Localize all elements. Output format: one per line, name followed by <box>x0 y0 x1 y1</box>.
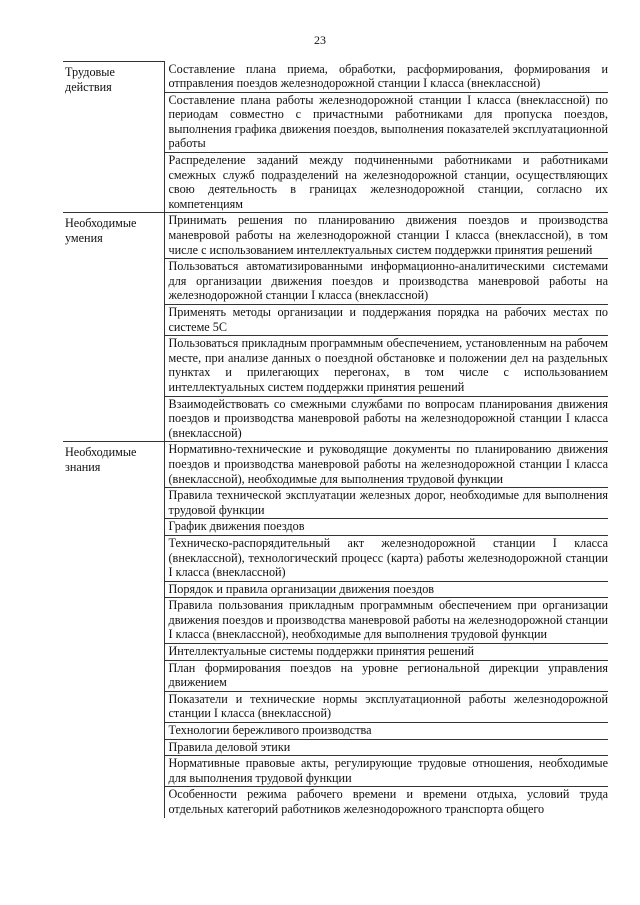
page-number: 23 <box>314 33 326 47</box>
requirement-text: Интеллектуальные системы поддержки принятия решений <box>164 644 608 661</box>
requirement-text: Взаимодействовать со смежными службами по вопросам планирования движения поездов и производства маневровой работы на железнодорожной станции I класса (внеклассной) <box>164 396 608 442</box>
requirement-text: План формирования поездов на уровне региональной дирекции управления движением <box>164 660 608 691</box>
requirement-text: Показатели и технические нормы эксплуатационной работы железнодорожной станции I класса (внеклассной) <box>164 691 608 722</box>
requirement-text: Особенности режима рабочего времени и времени отдыха, условий труда отдельных категорий работников железнодорожного транспорта общего <box>168 787 608 816</box>
table-row <box>63 62 608 93</box>
labor-functions-table <box>63 61 608 818</box>
requirement-text: Применять методы организации и поддержания порядка на рабочих местах по системе 5С <box>164 305 608 336</box>
requirement-text: Техническо-распорядительный акт железнодорожной станции I класса (внеклассной), технологический процесс (карта) работы железнодорожной станции I класса (внеклассной) <box>164 535 608 581</box>
requirement-text: Пользоваться автоматизированными информационно-аналитическими системами для организации движения поездов и производства маневровой работы на железнодорожной станции I класса (внеклассной) <box>164 259 608 305</box>
requirement-text: Правила пользования прикладным программным обеспечением при организации движения поездов и производства маневровой работы на железнодорожной станции I класса (внеклассной), необходимые для выполнения трудовой функции <box>164 598 608 644</box>
requirement-text: Принимать решения по планированию движения поездов и производства маневровой работы на железнодорожной станции I класса (внеклассной), в том числе с использованием интеллектуальных систем поддержки принятия решений <box>164 213 608 259</box>
requirement-text: Распределение заданий между подчиненными работниками и работниками смежных служб подразделений на железнодорожной станции, осуществляющих свою деятельность в границах железнодорожной станции, согласно их компетенциям <box>164 153 608 213</box>
requirement-text: Правила технической эксплуатации железных дорог, необходимые для выполнения трудовой функции <box>164 488 608 519</box>
requirement-text: Нормативные правовые акты, регулирующие трудовые отношения, необходимые для выполнения трудовой функции <box>164 756 608 787</box>
requirement-text: Составление плана приема, обработки, расформирования, формирования и отправления поездов железнодорожной станции I класса (внеклассной) <box>164 62 608 93</box>
row-group-label: Трудовые действия <box>63 62 164 213</box>
requirement-text: Составление плана работы железнодорожной станции I класса (внеклассной) по периодам совместно с причастными работниками для пропуска поездов, выполнения графика движения поездов, выполнения показателей эксплуатационной работы <box>164 92 608 152</box>
requirement-text: Нормативно-технические и руководящие документы по планированию движения поездов и производства маневровой работы на железнодорожной станции I класса (внеклассной), необходимые для выполнения трудовой функции <box>164 442 608 488</box>
row-group-label: Необходимые знания <box>63 442 164 818</box>
table-row <box>63 442 608 488</box>
row-group-label: Необходимые умения <box>63 213 164 442</box>
requirement-text: Правила деловой этики <box>164 739 608 756</box>
requirement-text: График движения поездов <box>164 519 608 536</box>
requirement-text: Порядок и правила организации движения поездов <box>164 581 608 598</box>
table-row <box>63 213 608 259</box>
requirement-text: Пользоваться прикладным программным обеспечением, установленным на рабочем месте, при анализе данных о поездной обстановке и положении дел на раздельных пунктах и прилегающих перегонах, в том числе с использованием интеллектуальных систем поддержки принятия решений <box>164 336 608 396</box>
requirement-text: Технологии бережливого производства <box>164 723 608 740</box>
